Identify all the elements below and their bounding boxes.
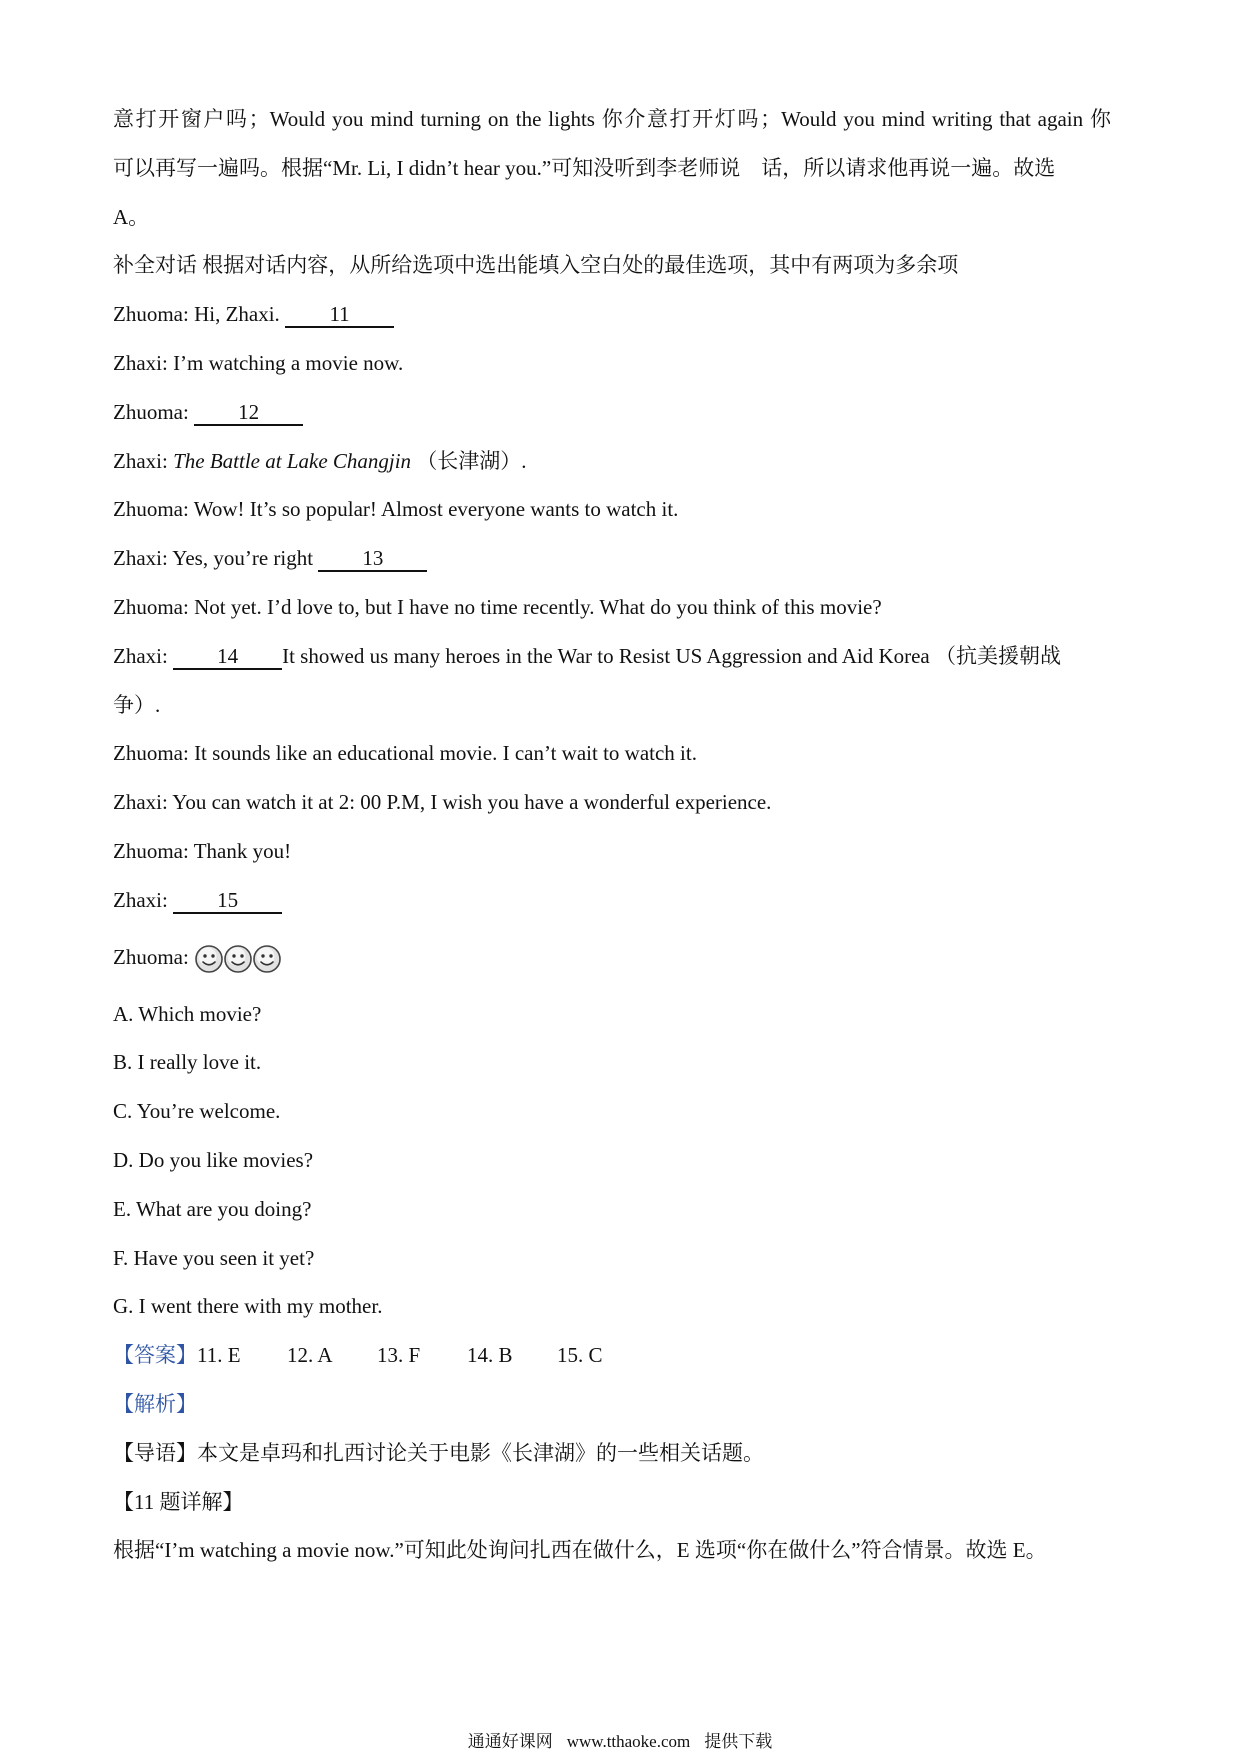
dialogue-text: It showed us many heroes in the War to Resist US Aggression and Aid Korea （抗美援朝战 (282, 643, 1061, 668)
dialogue-text: Zhuoma: It sounds like an educational movie. I can’t wait to watch it. (113, 741, 697, 766)
dialogue-text: Zhaxi: (113, 887, 174, 912)
answer-blank: 12 (194, 400, 303, 426)
detail-heading: 【11 题详解】 (113, 1489, 244, 1514)
dialogue-line (113, 534, 1123, 583)
dialogue-line (113, 388, 1123, 437)
answer-item: 12. A (287, 1343, 333, 1368)
smiley-face-icon (252, 944, 282, 974)
guide-line (113, 1429, 1123, 1478)
dialogue-line (113, 583, 1123, 632)
dialogue-line (113, 632, 1123, 681)
dialogue-line (113, 681, 1123, 730)
dialogue-text: Zhuoma: (113, 399, 195, 424)
dialogue-line (113, 290, 1123, 339)
analysis-label: 【解析】 (113, 1391, 197, 1416)
dialogue-line (113, 778, 1123, 827)
dialogue-line (113, 827, 1123, 876)
guide-text: 本文是卓玛和扎西讨论关于电影《长津湖》的一些相关话题。 (197, 1440, 764, 1465)
answer-item: 13. F (377, 1343, 421, 1368)
dialogue-text: Zhuoma: Not yet. I’d love to, but I have no time recently. What do you think of this movie? (113, 594, 882, 619)
page-footer (0, 1731, 1240, 1753)
guide-label: 【导语】 (113, 1440, 197, 1465)
detail-text: 根据“I’m watching a movie now.”可知此处询问扎西在做什么，E 选项“你在做什么”符合情景。故选 E。 (113, 1538, 1047, 1563)
option-item: F. Have you seen it yet? (113, 1245, 315, 1270)
answer-label: 【答案】 (113, 1343, 197, 1368)
option-item: C. You’re welcome. (113, 1099, 281, 1124)
option-item: G. I went there with my mother. (113, 1294, 383, 1319)
dialogue-line (113, 437, 1123, 486)
dialogue-text: （长津湖）. (411, 448, 527, 473)
option-item: A. Which movie? (113, 1001, 262, 1026)
dialogue-text: Zhaxi: (113, 448, 174, 473)
smiley-face-icon (194, 944, 224, 974)
answer-item: 15. C (557, 1343, 603, 1368)
dialogue-text: Zhuoma: Thank you! (113, 838, 292, 863)
answer-item: 11. E (197, 1343, 241, 1368)
explanation-line: A。 (113, 204, 150, 229)
dialogue-text: Zhaxi: Yes, you’re right (113, 546, 319, 571)
dialogue-line (113, 925, 1123, 990)
dialogue-text: Zhaxi: (113, 643, 174, 668)
speaker-label: Zhuoma: (113, 944, 195, 969)
page-content (113, 95, 1123, 1575)
dialogue-line (113, 876, 1123, 925)
explanation-line: 可以再写一遍吗。根据“Mr. Li, I didn’t hear you.”可知没听到李老师说 话，所以请求他再说一遍。故选 (113, 155, 1056, 180)
dialogue-text: Zhaxi: You can watch it at 2: 00 P.M, I wish you have a wonderful experience. (113, 790, 772, 815)
explanation-line: 意打开窗户吗；Would you mind turning on the lights 你介意打开灯吗；Would you mind writing that again 你 (113, 107, 1111, 131)
footer-suffix: 提供下载 (704, 1732, 773, 1751)
answer-blank: 13 (318, 546, 427, 572)
answer-blank: 15 (173, 888, 282, 914)
footer-site-name: 通通好课网 (467, 1732, 553, 1751)
dialogue-text: Zhaxi: I’m watching a movie now. (113, 350, 404, 375)
section-heading: 补全对话 根据对话内容，从所给选项中选出能填入空白处的最佳选项，其中有两项为多余项 (113, 253, 959, 278)
option-item: B. I really love it. (113, 1050, 262, 1075)
option-item: E. What are you doing? (113, 1196, 312, 1221)
footer-url: www.tthaoke.com (566, 1732, 691, 1751)
answer-row (113, 1331, 1123, 1380)
dialogue-line (113, 485, 1123, 534)
option-item: D. Do you like movies? (113, 1147, 314, 1172)
dialogue-line (113, 729, 1123, 778)
answer-blank: 11 (285, 302, 394, 328)
smiley-face-icon (223, 944, 253, 974)
dialogue-text: 争）. (113, 692, 161, 717)
answer-blank: 14 (173, 644, 282, 670)
answer-item: 14. B (467, 1343, 513, 1368)
dialogue-text: Zhuoma: Wow! It’s so popular! Almost everyone wants to watch it. (113, 497, 679, 522)
dialogue-text: Zhuoma: Hi, Zhaxi. (113, 302, 286, 327)
dialogue-line (113, 339, 1123, 388)
movie-title: The Battle at Lake Changjin (173, 448, 412, 473)
